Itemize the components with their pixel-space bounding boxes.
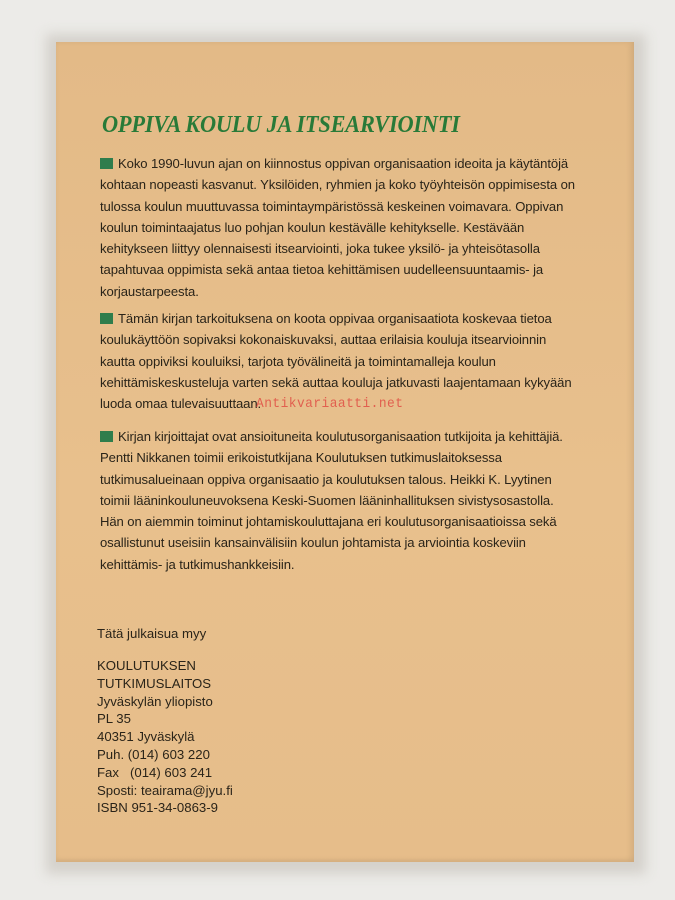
phone-line: Puh. (014) 603 220 <box>97 746 210 762</box>
book-title: OPPIVA KOULU JA ITSEARVIOINTI <box>102 112 460 138</box>
publisher-block <box>97 657 233 817</box>
green-square-bullet-icon <box>100 158 113 169</box>
seller-intro: Tätä julkaisua myy <box>97 626 207 641</box>
fax-line: Fax (014) 603 241 <box>97 764 213 780</box>
isbn-line: ISBN 951-34-0863-9 <box>97 800 218 816</box>
email-line: Sposti: teairama@jyu.fi <box>97 782 233 798</box>
watermark: Antikvariaatti.net <box>256 396 404 412</box>
publisher-line: 40351 Jyväskylä <box>97 729 195 745</box>
authors-paragraph <box>100 426 578 575</box>
publisher-line: TUTKIMUSLAITOS <box>97 675 212 691</box>
green-square-bullet-icon <box>100 431 113 442</box>
paragraph-3-text: Kirjan kirjoittajat ovat ansioituneita koulutusorganisaation tutkijoita ja kehittäjiä. Pentti Nikkanen toimii erikoistutkijana Koulutuksen tutkimuslaitoksessa tutkimusalueinaan oppiva organisaatio ja koulutuksen talous. Heikki K. Lyytinen toimii lääninkouluneuvoksena Keski-Suomen lääninhallituksen sivistysosastolla. Hän on aiemmin toiminut johtamiskouluttajana eri koulutusorganisaatioissa sekä osallistunut useisiin kansainvälisiin koulun johtamista ja arviointia koskeviin kehittämis- ja tutkimushankkeisiin. <box>100 429 563 572</box>
description-paragraph-1 <box>100 153 578 302</box>
paragraph-1-text: Koko 1990-luvun ajan on kiinnostus oppivan organisaation ideoita ja käytäntöjä kohtaan nopeasti kasvanut. Yksilöiden, ryhmien ja koko työyhteisön oppimisesta on tulossa koulun muuttuvassa toimintaympäristössä keskeinen voimavara. Oppivan koulun toimintaajatus luo pohjan koulun kestävälle kehitykselle. Kestävään kehitykseen liittyy olennaisesti itsearviointi, joka tukee yksilö- ja yhteisötasolla tapahtuvaa oppimista sekä antaa tietoa kehittämisen uudelleensuuntaamis- ja korjaustarpeesta. <box>100 156 575 299</box>
paragraph-2-text: Tämän kirjan tarkoituksena on koota oppivaa organisaatiota koskevaa tietoa koulukäyttöön sopivaksi kokonaiskuvaksi, auttaa erilaisia kouluja itsearvioinnin kautta oppiviksi kouluiksi, tarjota työvälineitä ja toimintamalleja koulun kehittämiskeskusteluja varten sekä auttaa kouluja jatkuvasti laajentamaan kykyään luoda omaa tulevaisuuttaan. <box>100 311 572 412</box>
publisher-line: PL 35 <box>97 711 131 727</box>
publisher-line: KOULUTUKSEN <box>97 658 196 673</box>
publisher-line: Jyväskylän yliopisto <box>97 693 213 709</box>
green-square-bullet-icon <box>100 313 113 324</box>
